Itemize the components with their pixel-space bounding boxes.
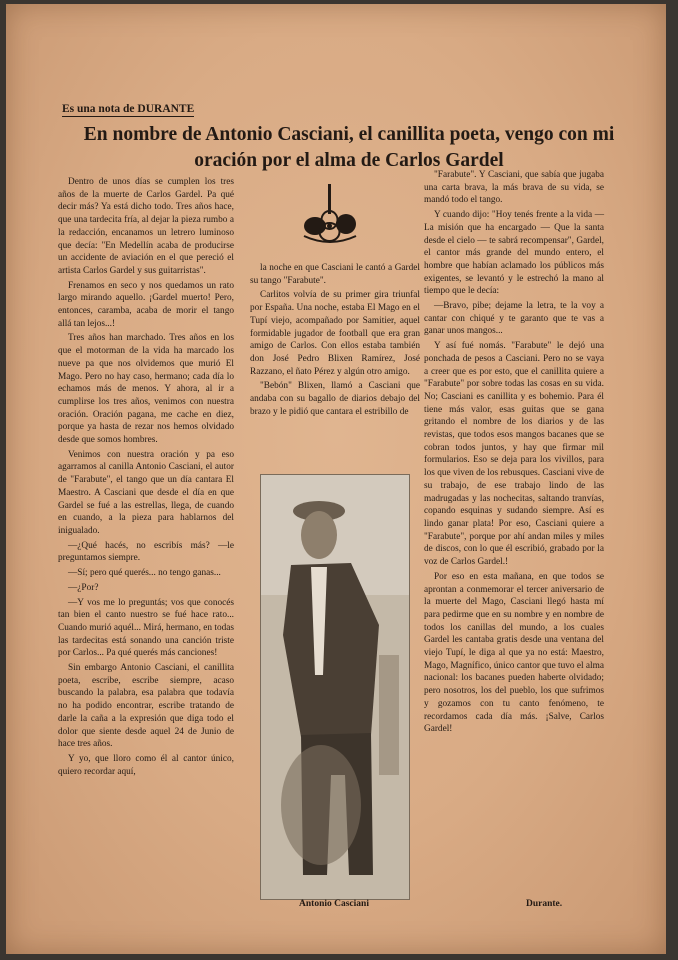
portrait-photo bbox=[260, 474, 410, 900]
paragraph: Y así fué nomás. "Farabute" le dejó una ponchada de pesos a Casciani. Pero no se vaya a creer que es por esto, que el canillita quiere a "Farabute" por sobre todas las cosas en su vida. No; Casciani es canillita y es bohemio. Para él tiene más valor, esas guitas que se gana gritando el nombre de los diarios y de las revistas, que todos esos mangos bacanes que se cobran todos juntos, y hay que firmar mil formularios. Eso se deja para los vivillos, para los que viven de los rebusques. Casciani vive de su trabajo, de ese trabajo lindo de las madrugadas y las nochecitas, saltando tranvías, copando esquinas y sudando siempre. Así es lindo ganar plata! Por eso, Casciani quiere a "Farabute", porque por ahí andan miles y miles de discos, con lo que él escribió, grabado por la voz de Carlos Gardel.! bbox=[424, 341, 604, 568]
paragraph: Y yo, que lloro como él al cantor único, quiero recordar aquí, bbox=[58, 753, 234, 777]
paragraph: "Farabute". Y Casciani, que sabía que jugaba una carta brava, la más brava de su vida, se mandó todo el tango. bbox=[424, 170, 604, 206]
article-title: En nombre de Antonio Casciani, el canillita poeta, vengo con mi oración por el alma de Carlos Gardel bbox=[83, 124, 615, 171]
guitar-ornament-icon bbox=[302, 180, 358, 244]
paragraph: —¿Qué hacés, no escribís más? —le preguntamos siempre. bbox=[58, 540, 234, 564]
paragraph: Frenamos en seco y nos quedamos un rato largo mirando aquello. ¡Gardel muerto! Pero, entonces, caramba, acaba de morir el tango allá tan lejos...! bbox=[58, 280, 234, 329]
paragraph: —¿Por? bbox=[68, 582, 99, 593]
paragraph: la noche en que Casciani le cantó a Gardel su tango "Farabute". bbox=[250, 263, 420, 286]
text-column-1 bbox=[58, 176, 234, 780]
author-signature: Durante. bbox=[526, 899, 563, 909]
paragraph: Sin embargo Antonio Casciani, el canillita poeta, escribe, escribe siempre, acaso buscando la palabra, esa palabra que todavía no ha podido encontrar, escribe tratando de darle la caña a la expresión que diga todo el dolor que siente desde aquel 24 de Junio de hace tres años. bbox=[58, 663, 234, 750]
paragraph: —Y vos me lo preguntás; vos que conocés tan bien el canto nuestro se fué hace rato... Cuando murió aquél... Mirá, hermano, en todas las tardecitas está sonando una canción triste por Carlos... Pa qué querés más canciones! bbox=[58, 597, 234, 659]
paragraph: Y cuando dijo: "Hoy tenés frente a la vida — La misión que ha encargado — Que la santa desde el cielo — te sabrá recompensar", Gardel, el cantor más grande del mundo entero, el hombre que habían aclamado los públicos más exigentes, se levantó y le estrechó la mano al tiempo que le decía: bbox=[424, 210, 604, 297]
text-column-3 bbox=[424, 169, 604, 738]
paragraph: —Sí; pero qué querés... no tengo ganas... bbox=[68, 568, 221, 579]
magazine-page bbox=[6, 4, 666, 954]
paragraph: Tres años han marchado. Tres años en los que el motorman de la vida ha marcado los nueve pa que nos olvidemos que murió El Mago. Pero no hay caso, hermano; cada día lo echamos más de menos. Y ahora, al ir a cumplirse los tres años, venimos con nuestra oración. Oración pagana, me cache en diez, porque ya hasta de rezar nos hemos olvidado desde que somos hombres. bbox=[58, 333, 234, 446]
paragraph: Dentro de unos días se cumplen los tres años de la muerte de Carlos Gardel. Pa qué decir más? Ya está dicho todo. Tres años hace, que una tardecita fría, al dejar la pieza rumbo a la redacción, encanamos un letrero luminoso que decía: "En Medellín acaba de producirse un accidente de aviación en el que pereció el artista Carlos Gardel y sus guitarristas". bbox=[58, 177, 234, 276]
text-column-2 bbox=[250, 262, 420, 420]
paragraph: Por eso en esta mañana, en que todos se aprontan a conmemorar el tercer aniversario de la muerte del Mago, Casciani llegó hasta mí para pedirme que en su nombre y en nombre de todos los canillas del mundo, a los cuales Gardel les cantaba gratis desde una ventana del viejo Tupí, le diga al que ya no está: Maestro, Mago, Magnífico, único cantor que tuvo el alma nacional: los bacanes pueden haberte olvidado; pero nosotros, los del pueblo, los que sufrimos y gozamos con tu canto fenómeno, te recordamos cada día más. ¡Salve, Carlos Gardel! bbox=[424, 571, 604, 735]
article-tag: Es una nota de DURANTE bbox=[62, 103, 195, 115]
paragraph: Carlitos volvía de su primer gira triunfal por España. Una noche, estaba El Mago en el Tupí viejo, acompañado por Samitier, aquel formidable jugador de football que era gran amigo de Carlos. Con ellos estaba también don José Pedro Blixen Ramírez, José Razzano, el ñato Pérez y algún otro amigo. bbox=[250, 290, 420, 377]
paragraph: "Bebón" Blixen, llamó a Casciani que andaba con su bagallo de diarios debajo del brazo y le pidió que cantara el estribillo de bbox=[250, 381, 420, 417]
paragraph: —Bravo, pibe; dejame la letra, te la voy a cantar con chiqué y te garanto que te vas a ganar unos mangos... bbox=[424, 301, 604, 337]
paragraph: Venimos con nuestra oración y pa eso agarramos al canilla Antonio Casciani, el autor de "Farabute", el tango que un día cantara El Maestro. A Casciani que desde el día en que Gardel se fué a las estrellas, llega, de cuando en cuando, a la pieza para hablarnos del inigualado. bbox=[58, 449, 234, 536]
photo-caption: Antonio Casciani bbox=[299, 899, 369, 909]
